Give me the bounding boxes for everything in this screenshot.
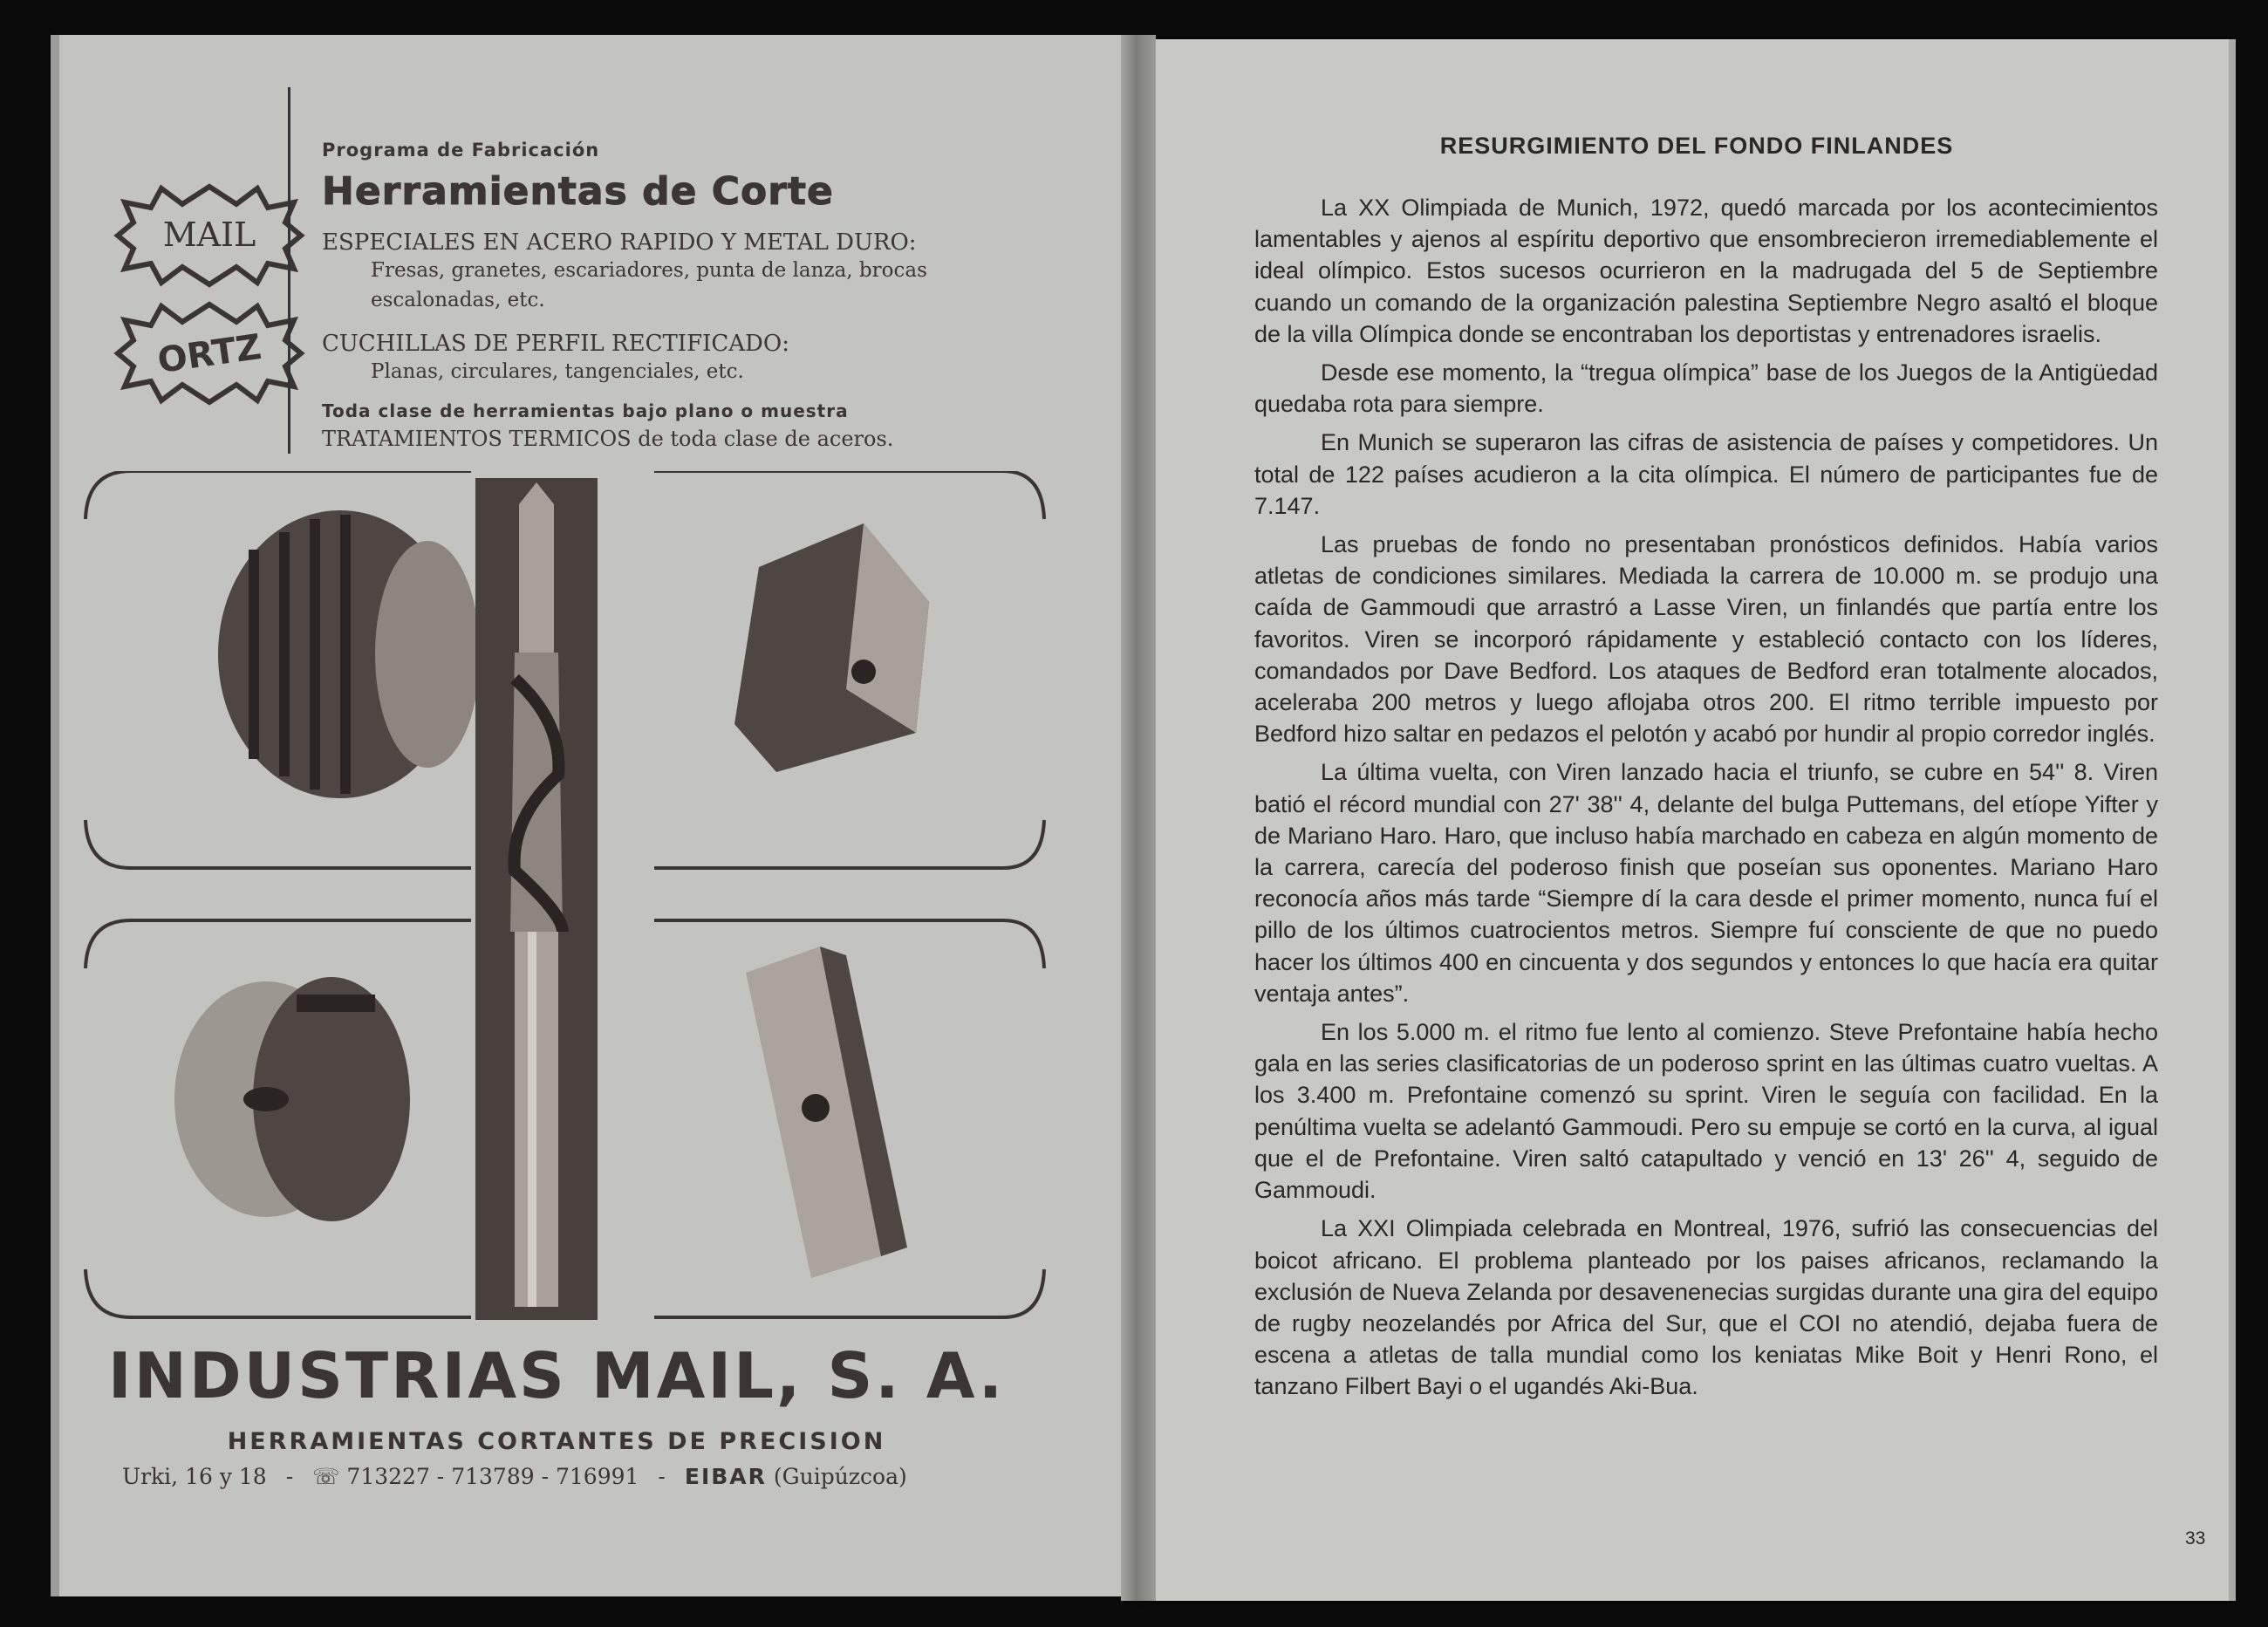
company-address bbox=[122, 1464, 1012, 1489]
article-title: RESURGIMIENTO DEL FONDO FINLANDES bbox=[1439, 133, 1954, 159]
flat-blade-image bbox=[746, 947, 907, 1278]
book-gutter bbox=[1121, 35, 1156, 1601]
ad-treatments: TRATAMIENTOS TERMICOS de toda clase de aceros. bbox=[322, 427, 894, 451]
phone-numbers: 713227 - 713789 - 716991 bbox=[346, 1464, 639, 1489]
insert-blade-image bbox=[734, 523, 929, 772]
paragraph: En los 5.000 m. el ritmo fue lento al comienzo. Steve Prefontaine había hecho gala en las series clasificatorias de un poderoso sprint en las últimas cuatro vueltas. A los 3.400 m. Prefontaine comenzó su sprint. Viren le seguía con facilidad. En la penúltima vuelta se adelantó Gammoudi. Pero su empuje se cortó en la curva, al igual que el de Prefontaine. Viren saltó catapultado y venció en 13' 26'' 4, seguido de Gammoudi. bbox=[1254, 1019, 2158, 1204]
paragraph: Las pruebas de fondo no presentaban pronósticos definidos. Había varios atletas de condiciones similares. Mediada la carrera de 10.000 m. se produjo una caída de Gammoudi que arrastró a Lasse Viren, un finlandés que partía entre los favoritos. Viren se incorporó rápidamente y estableció contacto con los líderes, comandados por Dave Bedford. Los ataques de Bedford eran totalmente alocados, aceleraba 200 metros y luego aflojaba otros 200. El ritmo terrible impuesto por Bedford hizo saltar en pedazos el pelotón y acabó por hundir al propio corredor inglés. bbox=[1254, 531, 2158, 748]
ad-section2-heading: CUCHILLAS DE PERFIL RECTIFICADO: bbox=[322, 331, 789, 357]
city: EIBAR bbox=[684, 1464, 767, 1489]
disc-cutter-image bbox=[174, 977, 410, 1221]
ad-section2-body: Planas, circulares, tangenciales, etc. bbox=[371, 360, 744, 383]
gear-cutter-image bbox=[218, 510, 480, 798]
separator: - bbox=[658, 1464, 666, 1489]
mail-logo-badge bbox=[109, 183, 310, 288]
company-name: INDUSTRIAS MAIL, S. A. bbox=[107, 1339, 1006, 1412]
telephone-icon: ☏ bbox=[312, 1464, 340, 1489]
article-body bbox=[1254, 192, 2158, 1410]
street: Urki, 16 y 18 bbox=[122, 1464, 267, 1489]
ad-bold-line: Toda clase de herramientas bajo plano o muestra bbox=[322, 400, 849, 421]
ad-eyebrow: Programa de Fabricación bbox=[322, 140, 600, 161]
ortz-logo bbox=[109, 301, 310, 406]
paragraph: La XXI Olimpiada celebrada en Montreal, 1976, sufrió las consecuencias del boicot africano. El problema planteado por los paises africanos, reclamando la exclusión de Nueva Zelanda por desavenenecias surgidas durante una gira del equipo de rugby neozelandés por Africa del Sur, que el COI no atendió, dejaba fuera de escena a atletas de talla mundial como los keniatas Mike Boit y Henri Rono, el tanzano Filbert Bayi o el ugandés Aki-Bua. bbox=[1254, 1215, 2158, 1400]
paragraph: En Munich se superaron las cifras de asistencia de países y competidores. Un total de 122 países acudieron a la cita olímpica. El número de participantes fue de 7.147. bbox=[1254, 429, 2158, 519]
page-number: 33 bbox=[2185, 1528, 2206, 1548]
drill-bit-image bbox=[475, 478, 598, 1320]
mail-logo bbox=[109, 183, 310, 288]
ad-section1-body: Fresas, granetes, escariadores, punta de lanza, brocas escalonadas, etc. bbox=[371, 259, 927, 311]
separator: - bbox=[285, 1464, 294, 1489]
ortz-logo-badge bbox=[109, 301, 310, 406]
ad-section1-heading: ESPECIALES EN ACERO RAPIDO Y METAL DURO: bbox=[322, 229, 917, 256]
paragraph: Desde ese momento, la “tregua olímpica” base de los Juegos de la Antigüedad quedaba rota para siempre. bbox=[1254, 359, 2158, 418]
ad-header bbox=[288, 87, 1028, 454]
company-tagline: HERRAMIENTAS CORTANTES DE PRECISION bbox=[227, 1428, 886, 1455]
paragraph: La última vuelta, con Viren lanzado hacia el triunfo, se cubre en 54'' 8. Viren batió el récord mundial con 27' 38'' 4, delante del bulga Puttemans, del etíope Yifter y de Mariano Haro. Haro, que incluso había marchado en cabeza en algún momento de la carrera, carecía del poderoso finish que poseían sus oponentes. Mariano Haro reconocía años más tarde “Siempre dí la cara desde el primer momento, nunca fuí el pillo de los últimos cuatrocientos metros. Siempre fuí consciente de que no puedo hacer los últimos 400 en cincuenta y dos segundos y entonces lo que hacía era quitar ventaja antes”. bbox=[1254, 759, 2158, 1007]
paragraph: La XX Olimpiada de Munich, 1972, quedó marcada por los acontecimientos lamentables y ajenos al espíritu deportivo que ensombrecieron irremediablemente el ideal olímpico. Estos sucesos ocurrieron en la madrugada del 5 de Septiembre cuando un comando de la organización palestina Septiembre Negro asaltó el bloque de la villa Olímpica donde se encontraban los deportistas y entrenadores israelis. bbox=[1254, 195, 2158, 347]
ortz-logo-text: ORTZ bbox=[154, 326, 264, 382]
province: (Guipúzcoa) bbox=[773, 1464, 907, 1489]
ad-title: Herramientas de Corte bbox=[322, 169, 834, 214]
mail-logo-text: MAIL bbox=[162, 215, 256, 254]
